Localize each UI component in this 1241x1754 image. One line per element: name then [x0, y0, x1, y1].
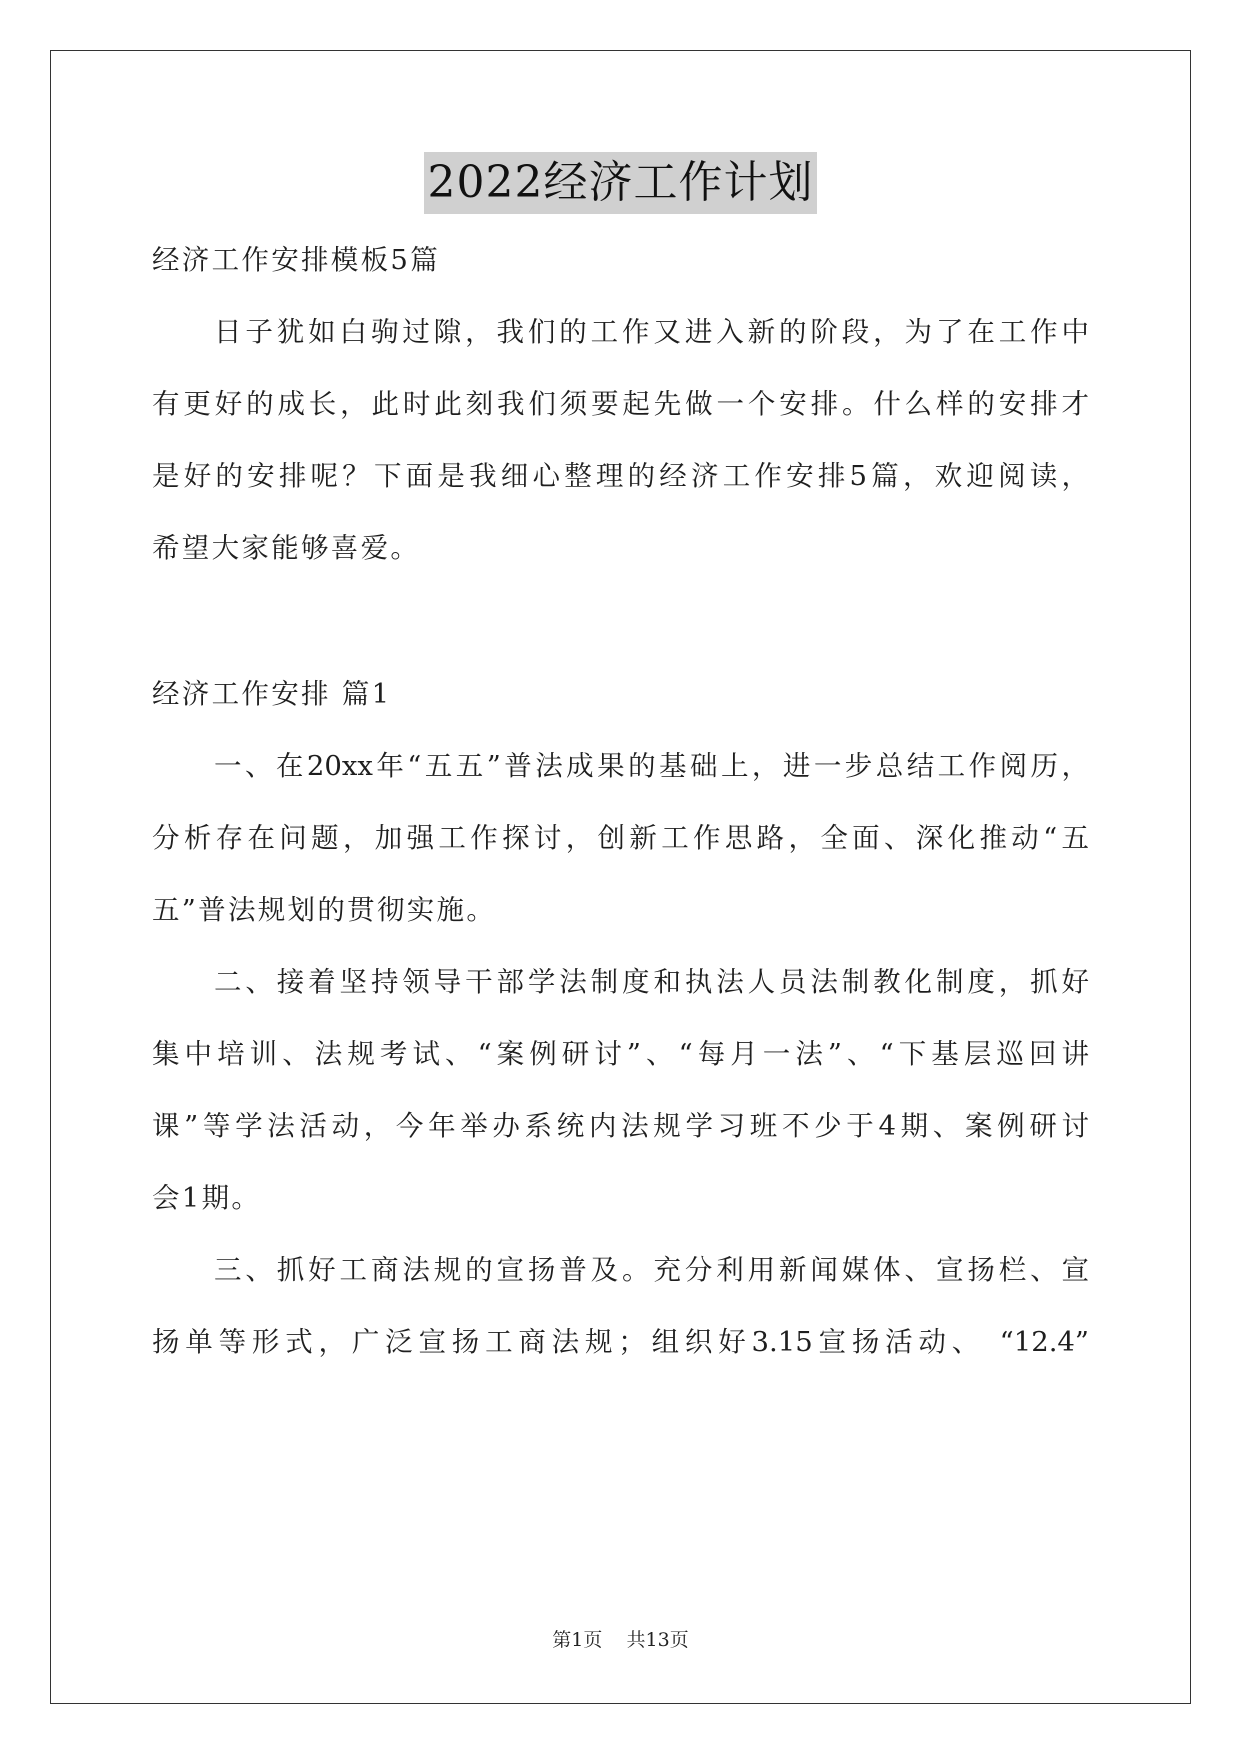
document-subtitle: 经济工作安排模板5篇	[152, 244, 440, 276]
intro-line-2: 有更好的成长，此时此刻我们须要起先做一个安排。什么样的安排才	[152, 388, 1089, 420]
intro-line-3: 是好的安排呢？下面是我细心整理的经济工作安排5篇，欢迎阅读，	[152, 460, 1089, 492]
para1-line-2: 分析存在问题，加强工作探讨，创新工作思路，全面、深化推动“五	[152, 822, 1089, 854]
document-title: 2022经济工作计划	[424, 152, 818, 214]
page-footer	[0, 1627, 1241, 1653]
section-heading: 经济工作安排 篇1	[152, 678, 392, 710]
intro-line-4: 希望大家能够喜爱。	[152, 532, 421, 564]
page-border	[50, 50, 1191, 1704]
para2-line-2: 集中培训、法规考试、“案例研讨”、“每月一法”、“下基层巡回讲	[152, 1038, 1089, 1070]
para2-line-4: 会1期。	[152, 1182, 262, 1214]
page-number: 第1页	[552, 1629, 603, 1651]
para1-line-3: 五”普法规划的贯彻实施。	[152, 894, 497, 926]
total-pages: 共13页	[626, 1629, 689, 1651]
title-container	[0, 152, 1241, 214]
para3-line-2: 扬单等形式，广泛宣扬工商法规；组织好3.15宣扬活动、 “12.4”	[152, 1326, 1089, 1358]
para2-line-3: 课”等学法活动，今年举办系统内法规学习班不少于4期、案例研讨	[152, 1110, 1089, 1142]
para2-line-1: 二、接着坚持领导干部学法制度和执法人员法制教化制度，抓好	[214, 966, 1089, 998]
footer-gap	[602, 1629, 626, 1651]
para3-line-1: 三、抓好工商法规的宣扬普及。充分利用新闻媒体、宣扬栏、宣	[214, 1254, 1089, 1286]
para1-line-1: 一、在20xx年“五五”普法成果的基础上，进一步总结工作阅历，	[214, 750, 1089, 782]
intro-line-1: 日子犹如白驹过隙，我们的工作又进入新的阶段，为了在工作中	[214, 316, 1089, 348]
